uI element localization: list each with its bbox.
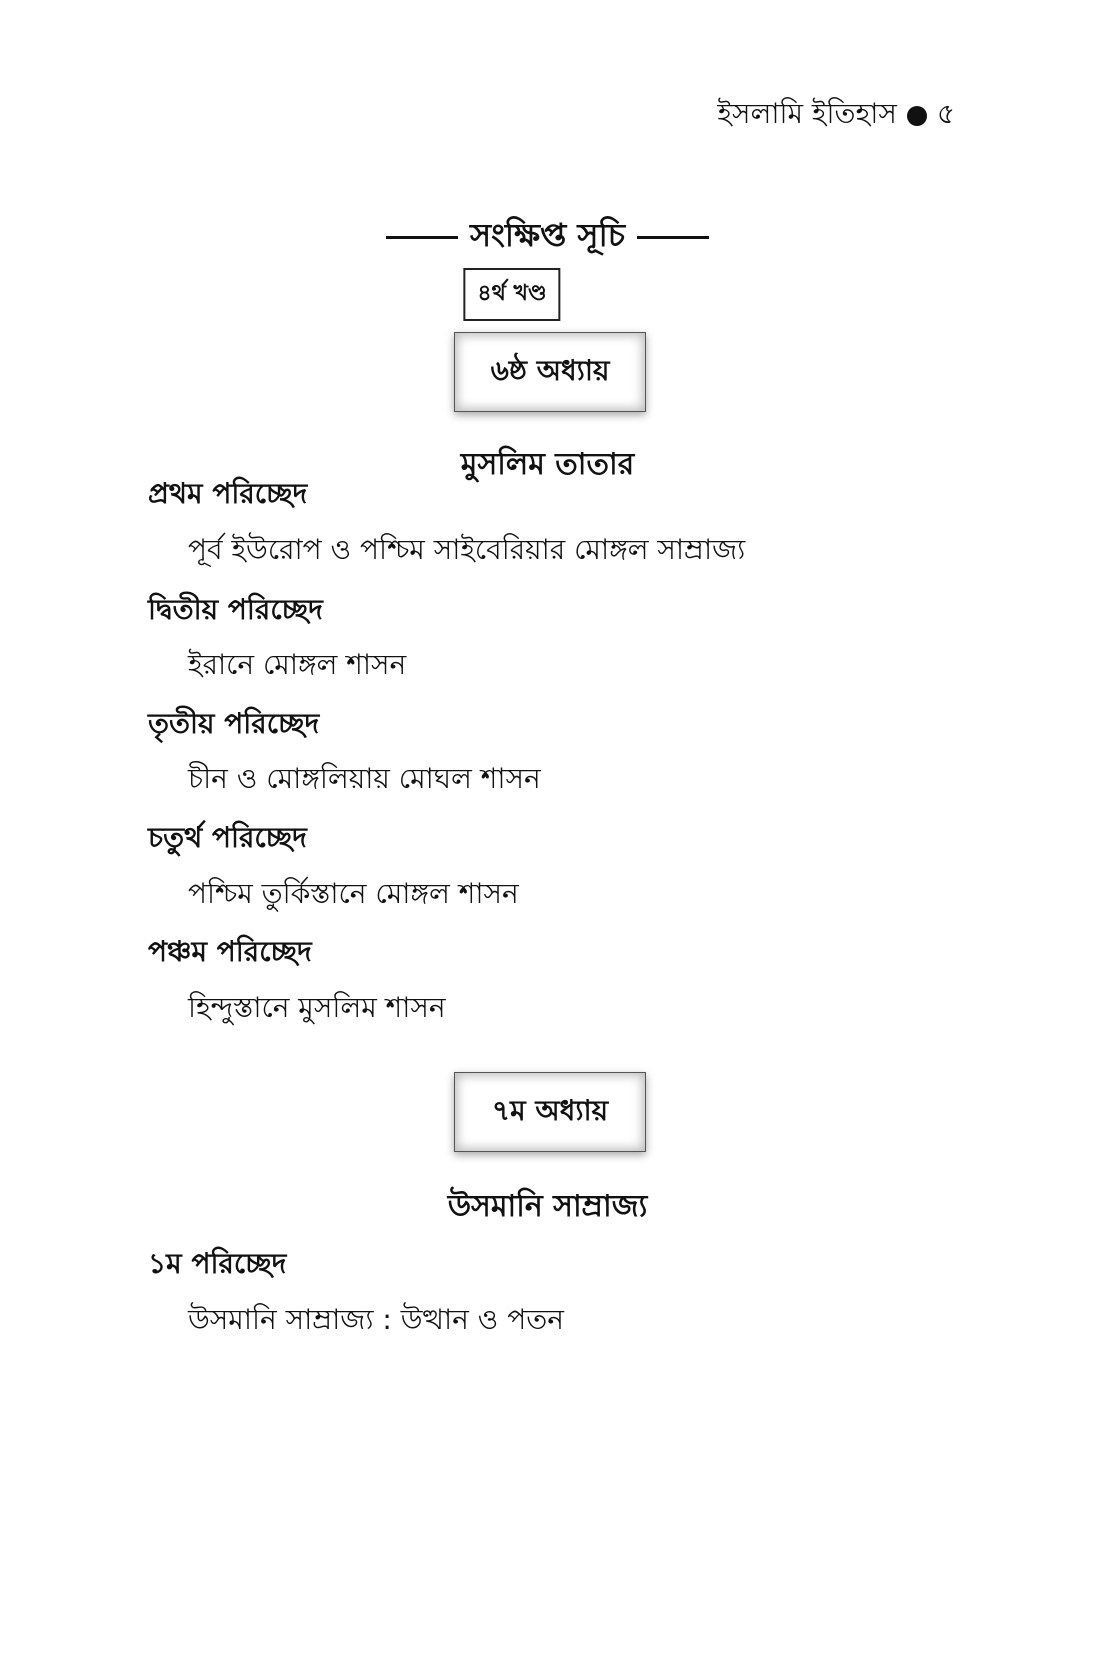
section-heading: চতুর্থ পরিচ্ছেদ [148,821,307,854]
page-number: ৫ [936,97,955,130]
right-rule [637,236,709,239]
section-heading: প্রথম পরিচ্ছেদ [148,477,308,510]
section-text: উসমানি সাম্রাজ্য : উত্থান ও পতন [188,1303,564,1336]
chapter-6-box [454,332,646,412]
section-heading: পঞ্চম পরিচ্ছেদ [148,935,312,968]
chapter-7-label: ৭ম অধ্যায় [491,1093,609,1127]
summary-title: সংক্ষিপ্ত সূচি [470,216,625,254]
chapter-7-title: উসমানি সাম্রাজ্য [447,1189,648,1224]
section-text: হিন্দুস্তানে মুসলিম শাসন [188,991,446,1024]
section-text: পশ্চিম তুর্কিস্তানে মোঙ্গল শাসন [188,877,519,910]
chapter-6-title: মুসলিম তাতার [460,447,635,482]
bullet-icon [907,106,927,126]
volume-label: ৪র্থ খণ্ড [463,268,560,321]
section-text: ইরানে মোঙ্গল শাসন [188,648,407,681]
section-text: চীন ও মোঙ্গলিয়ায় মোঘল শাসন [188,762,541,795]
summary-heading [0,210,1095,264]
chapter-6-label: ৬ষ্ঠ অধ্যায় [490,353,610,387]
chapter-7-box [454,1072,646,1152]
section-heading: দ্বিতীয় পরিচ্ছেদ [148,593,323,626]
book-title: ইসলামি ইতিহাস [717,97,897,130]
section-text: পূর্ব ইউরোপ ও পশ্চিম সাইবেরিয়ার মোঙ্গল সাম্রাজ্য [188,533,746,566]
section-heading: ১ম পরিচ্ছেদ [148,1247,287,1280]
section-heading: তৃতীয় পরিচ্ছেদ [148,707,320,740]
left-rule [386,236,458,239]
running-head [717,92,955,139]
